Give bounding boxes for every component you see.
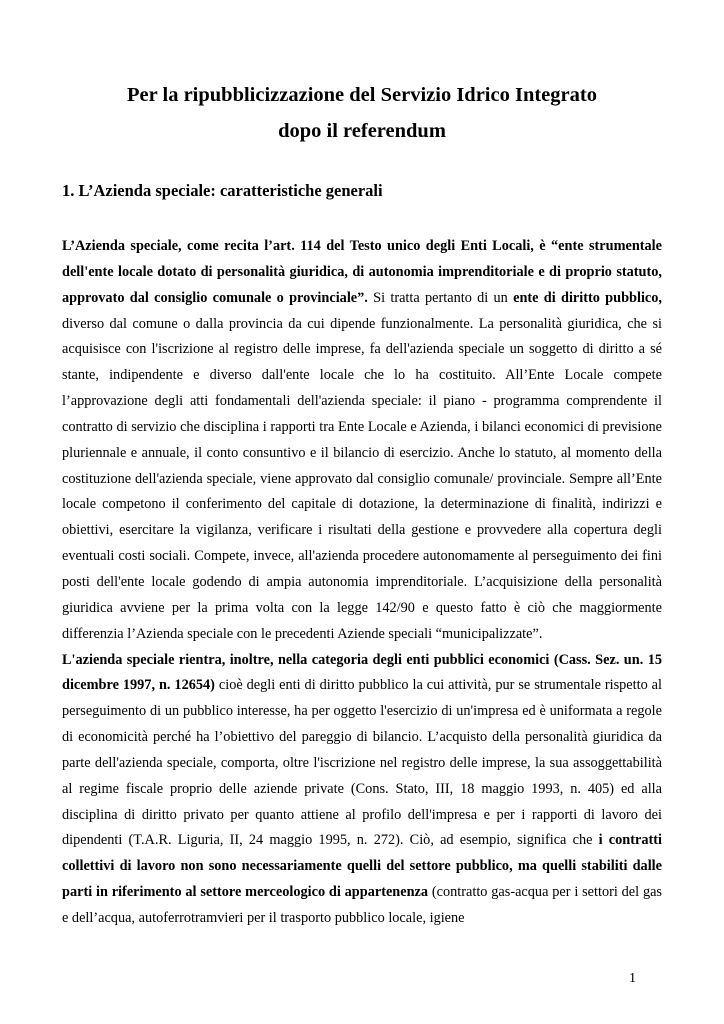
paragraph-enti-pubblici-economici: [62, 648, 662, 932]
enti-pubblici-economici-bold-text: L'azienda speciale rientra, inoltre, nella categoria degli enti pubblici economici (Cass. Sez. un. 15 dicembre 1997, n. 12654): [62, 651, 662, 694]
definition-bold-text: L’Azienda speciale, come recita l’art. 114 del Testo unico degli Enti Locali, è “ente strumentale dell'ente locale dotato di personalità giuridica, di autonomia imprenditoriale e di proprio statuto, approvato dal consiglio comunale o provinciale”.: [62, 238, 662, 306]
page-number: 1: [629, 971, 636, 986]
body-text: [62, 234, 662, 932]
paragraph-text: Si tratta pertanto di un: [367, 289, 514, 306]
document-title-line-1: Per la ripubblicizzazione del Servizio Idrico Integrato: [127, 84, 597, 106]
paragraph-text: (contratto gas-acqua per i settori del gas e dell’acqua, autoferrotramvieri per il trasporto pubblico locale, igiene: [62, 884, 662, 926]
paragraph-azienda-speciale: [62, 234, 662, 648]
section-heading: 1. L’Azienda speciale: caratteristiche generali: [62, 181, 383, 200]
paragraph-text: cioè degli enti di diritto pubblico la cui attività, pur se strumentale rispetto al perseguimento di un pubblico interesse, ha per oggetto l'esercizio di un'impresa ed è uniformata a regole di economicità perché ha l’obiettivo del pareggio di bilancio. L’acquisto della personalità giuridica da parte dell'azienda speciale, comporta, oltre l'iscrizione nel registro delle imprese, la sua assoggettabilità al regime fiscale proprio delle aziende private (Cons. Stato, III, 18 maggio 1993, n. 405) ed alla disciplina di diritto privato per quanto attiene al profilo dell'impresa e per i rapporti di lavoro dei dipendenti (T.A.R. Liguria, II, 24 maggio 1995, n. 272). Ciò, ad esempio, significa che: [62, 677, 662, 849]
contratti-collettivi-bold-text: i contratti collettivi di lavoro non sono necessariamente quelli del settore pubblico, ma quelli stabiliti dalle parti in riferimento al settore merceologico di appartenenza: [62, 832, 662, 901]
ente-diritto-pubblico-bold-text: ente di diritto pubblico,: [513, 289, 663, 306]
paragraph-text: diverso dal comune o dalla provincia da cui dipende funzionalmente. La personalità giuridica, che si acquisisce con l'iscrizione al registro delle imprese, fa dell'azienda speciale un soggetto di diritto a sé stante, indipendente e diverso dall'ente locale che lo ha costituito. All’Ente Locale compete l’approvazione degli atti fondamentali dell'azienda speciale: il piano - programma comprendente il contratto di servizio che disciplina i rapporti tra Ente Locale e Azienda, i bilanci economici di previsione pluriennale e annuale, il conto consuntivo e il bilancio di esercizio. Anche lo statuto, al momento della costituzione dell'azienda speciale, viene approvato dal consiglio comunale/ provinciale. Sempre all’Ente locale competono il conferimento del capitale di dotazione, la determinazione di finalità, indirizzi e obiettivi, esercitare la vigilanza, verificare i risultati della gestione e provvedere alla copertura degli eventuali costi sociali. Compete, invece, all'azienda procedere autonomamente al perseguimento dei fini posti dell'ente locale godendo di ampia autonomia imprenditoriale. L’acquisizione della personalità giuridica avviene per la prima volta con la legge 142/90 e questo fatto è ciò che maggiormente differenzia l’Azienda speciale con le precedenti Aziende speciali “municipalizzate”.: [62, 315, 662, 642]
document-title-line-2: dopo il referendum: [278, 120, 446, 142]
